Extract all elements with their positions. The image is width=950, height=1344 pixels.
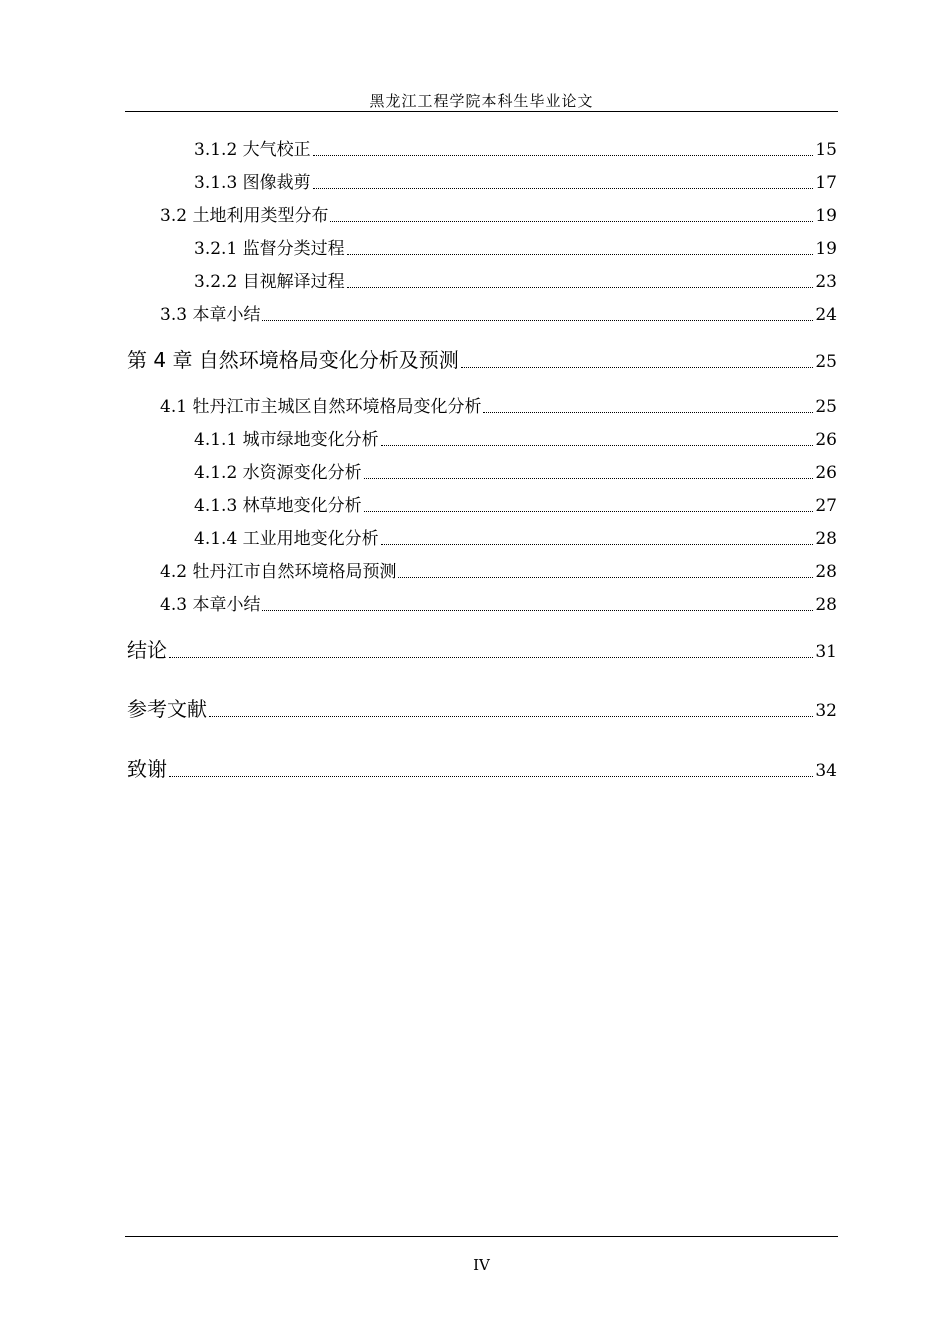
page-header-title: 黑龙江工程学院本科生毕业论文 [369, 92, 594, 110]
toc-entry-conclusion[interactable] [127, 636, 837, 664]
toc-leader [313, 155, 814, 156]
toc-page: 26 [815, 430, 837, 450]
toc-label: 4.1.3 林草地变化分析 [194, 496, 362, 516]
toc-entry-4-1-3[interactable] [194, 494, 837, 518]
toc-leader [364, 511, 814, 512]
toc-page: 28 [815, 562, 837, 582]
toc-entry-chapter-4[interactable] [127, 346, 837, 374]
toc-entry-4-1-2[interactable] [194, 461, 837, 485]
toc-entry-3-1-2[interactable] [194, 138, 837, 162]
toc-leader [461, 367, 814, 368]
toc-entry-3-2[interactable] [160, 204, 837, 228]
toc-page: 23 [815, 272, 837, 292]
toc-label: 4.1 牡丹江市主城区自然环境格局变化分析 [160, 397, 482, 417]
toc-label: 致谢 [127, 757, 167, 781]
toc-label: 4.1.4 工业用地变化分析 [194, 529, 379, 549]
toc-leader [209, 716, 813, 717]
toc-page: 28 [815, 529, 837, 549]
toc-label: 参考文献 [127, 697, 207, 721]
toc-leader [381, 544, 814, 545]
toc-leader [262, 610, 813, 611]
toc-label: 3.2 土地利用类型分布 [160, 206, 329, 226]
toc-entry-acknowledgements[interactable] [127, 755, 837, 783]
toc-label: 3.3 本章小结 [160, 305, 261, 325]
toc-label: 4.3 本章小结 [160, 595, 261, 615]
toc-page: 25 [815, 397, 837, 417]
toc-entry-references[interactable] [127, 695, 837, 723]
toc-page: 24 [815, 305, 837, 325]
toc-label: 第 4 章 自然环境格局变化分析及预测 [127, 348, 459, 372]
toc-page: 27 [815, 496, 837, 516]
toc-page: 25 [815, 352, 837, 372]
toc-entry-4-1-4[interactable] [194, 527, 837, 551]
toc-label: 4.1.1 城市绿地变化分析 [194, 430, 379, 450]
toc-leader [330, 221, 813, 222]
header-rule [125, 111, 838, 112]
toc-label: 3.2.2 目视解译过程 [194, 272, 345, 292]
toc-leader [347, 287, 814, 288]
footer-rule [125, 1236, 838, 1237]
toc-entry-4-2[interactable] [160, 560, 837, 584]
toc-entry-3-2-1[interactable] [194, 237, 837, 261]
toc-page: 17 [815, 173, 837, 193]
toc-entry-4-1[interactable] [160, 395, 837, 419]
toc-leader [262, 320, 813, 321]
toc-page: 32 [815, 701, 837, 721]
toc-entry-4-3[interactable] [160, 593, 837, 617]
toc-label: 3.1.2 大气校正 [194, 140, 311, 160]
toc-label: 3.1.3 图像裁剪 [194, 173, 311, 193]
toc-leader [483, 412, 813, 413]
page-number: IV [473, 1256, 490, 1274]
toc-label: 结论 [127, 638, 167, 662]
toc-leader [381, 445, 814, 446]
toc-leader [169, 776, 813, 777]
toc-entry-3-1-3[interactable] [194, 171, 837, 195]
toc-entry-3-2-2[interactable] [194, 270, 837, 294]
toc-label: 4.2 牡丹江市自然环境格局预测 [160, 562, 397, 582]
toc-page: 31 [815, 642, 837, 662]
toc-label: 4.1.2 水资源变化分析 [194, 463, 362, 483]
toc-page: 28 [815, 595, 837, 615]
toc-page: 19 [815, 206, 837, 226]
toc-page: 26 [815, 463, 837, 483]
toc-entry-4-1-1[interactable] [194, 428, 837, 452]
toc-page: 19 [815, 239, 837, 259]
toc-page: 34 [815, 761, 837, 781]
toc-leader [169, 657, 813, 658]
toc-leader [313, 188, 814, 189]
toc-entry-3-3[interactable] [160, 303, 837, 327]
toc-leader [398, 577, 813, 578]
toc-page: 15 [815, 140, 837, 160]
toc-leader [364, 478, 814, 479]
toc-leader [347, 254, 814, 255]
toc-label: 3.2.1 监督分类过程 [194, 239, 345, 259]
